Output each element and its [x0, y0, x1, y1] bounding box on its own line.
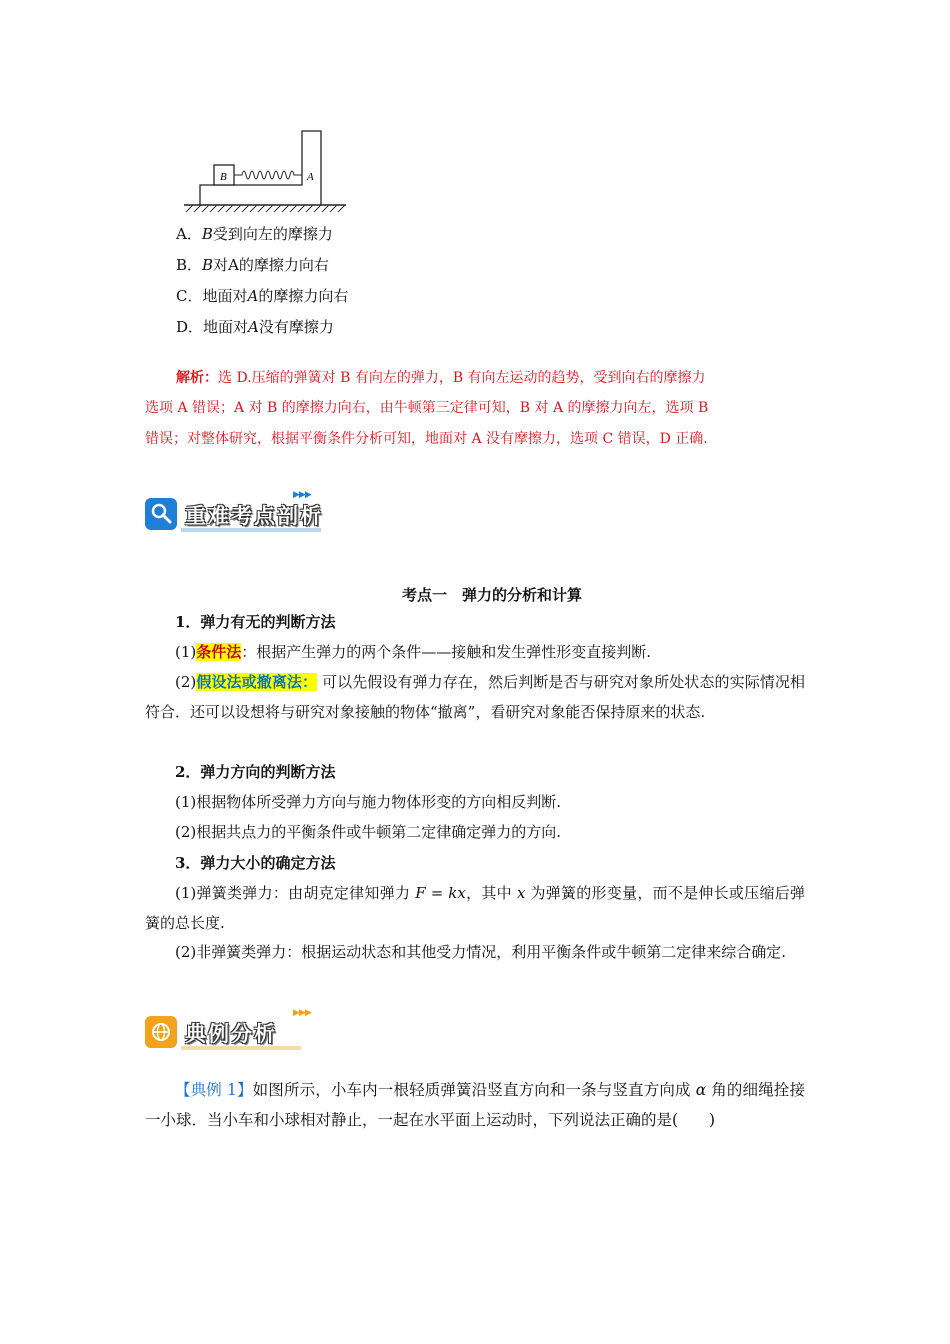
- banner-title: 重难考点剖析: [185, 504, 323, 528]
- option-c: C．地面对A的摩擦力向右: [176, 287, 349, 305]
- spring-block-figure: [180, 125, 350, 215]
- analysis-line-2: 选项 A 错误；A 对 B 的摩擦力向右，由牛顿第三定律可知，B 对 A 的摩擦力向左，选项 B: [145, 400, 709, 416]
- heading-2: 2．弹力方向的判断方法: [175, 763, 336, 781]
- banner-title: 典例分析: [185, 1022, 277, 1046]
- arrow-icon: ▶▶▶: [293, 1008, 311, 1018]
- example-tag: 【典例 1】: [175, 1081, 253, 1099]
- paragraph-5: (1)弹簧类弹力：由胡克定律知弹力 F = kx，其中 x 为弹簧的形变量，而不是伸长或压缩后弹簧的总长度.: [145, 884, 805, 932]
- analysis-line-1: 解析：选 D.压缩的弹簧对 B 有向左的弹力，B 有向左运动的趋势，受到向右的摩擦力: [176, 370, 706, 386]
- example-1: 【典例 1】如图所示，小车内一根轻质弹簧沿竖直方向和一条与竖直方向成 α 角的细绳拴接一小球．当小车和小球相对静止，一起在水平面上运动时，下列说法正确的是( ): [145, 1081, 805, 1129]
- paragraph-4: (2)根据共点力的平衡条件或牛顿第二定律确定弹力的方向.: [175, 823, 562, 841]
- paragraph-2: (2)假设法或撤离法： 可以先假设有弹力存在，然后判断是否与研究对象所处状态的实际情况相符合．还可以设想将与研究对象接触的物体“撤离”，看研究对象能否保持原来的状态.: [145, 673, 805, 721]
- option-d: D．地面对A没有摩擦力: [176, 318, 334, 336]
- option-a: A．B受到向左的摩擦力: [176, 225, 333, 243]
- paragraph-3: (1)根据物体所受弹力方向与施力物体形变的方向相反判断.: [175, 793, 562, 811]
- arrow-icon: ▶▶▶: [293, 490, 311, 500]
- analysis-line-3: 错误；对整体研究，根据平衡条件分析可知，地面对 A 没有摩擦力，选项 C 错误，D 正确.: [145, 431, 708, 447]
- section-title: 考点一 弹力的分析和计算: [401, 586, 582, 604]
- paragraph-1: (1)条件法：根据产生弹力的两个条件——接触和发生弹性形变直接判断.: [175, 643, 652, 661]
- label-a: A: [307, 171, 314, 183]
- banner-key-points: [145, 490, 335, 532]
- heading-1: 1．弹力有无的判断方法: [175, 613, 336, 631]
- magnifier-icon: [145, 498, 177, 530]
- heading-3: 3．弹力大小的确定方法: [175, 854, 336, 872]
- globe-icon: [145, 1016, 177, 1048]
- banner-examples: [145, 1008, 335, 1050]
- option-b: B．B对A的摩擦力向右: [176, 256, 329, 274]
- paragraph-6: (2)非弹簧类弹力：根据运动状态和其他受力情况，利用平衡条件或牛顿第二定律来综合确定.: [175, 943, 787, 961]
- label-b: B: [220, 171, 227, 183]
